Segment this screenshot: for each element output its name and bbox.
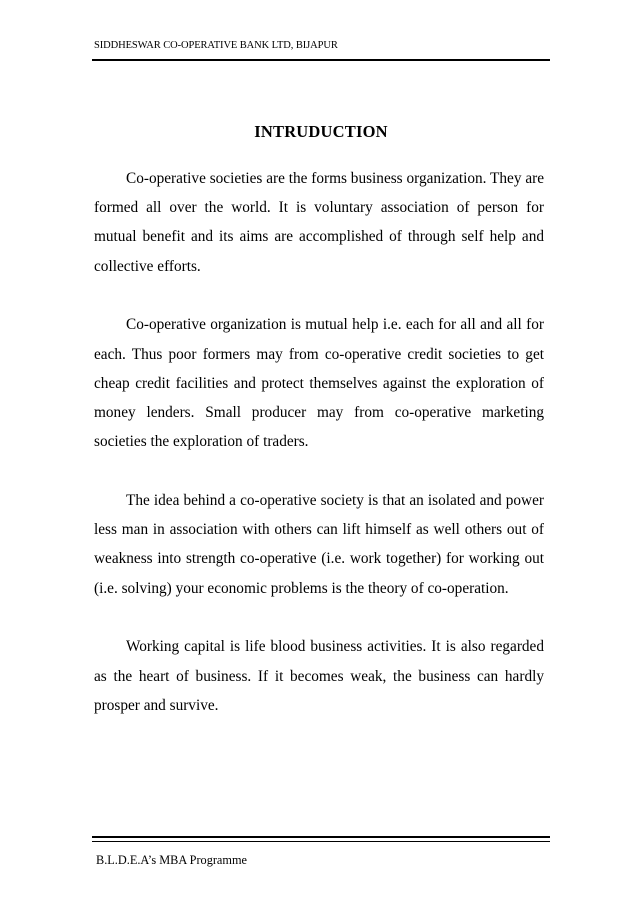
page-title: INTRUDUCTION [254, 122, 388, 141]
page-footer: B.L.D.E.A’s MBA Programme [96, 853, 247, 867]
footer-divider-thick [92, 836, 550, 838]
header-divider [92, 59, 550, 61]
paragraph: Co-operative organization is mutual help i.e. each for all and all for each. Thus poor formers may from co-operative credit societies to get cheap credit facilities and protect themselves against the exploration of money lenders. Small producer may from co-operative marketing societies the exploration of traders. [94, 316, 544, 451]
footer-divider-thin [92, 841, 550, 842]
paragraph: Working capital is life blood business activities. It is also regarded as the heart of business. If it becomes weak, the business can hardly prosper and survive. [94, 638, 544, 714]
body-text [94, 164, 544, 750]
page-header: SIDDHESWAR CO-OPERATIVE BANK LTD, BIJAPUR [94, 40, 338, 51]
paragraph: Co-operative societies are the forms business organization. They are formed all over the world. It is voluntary association of person for mutual benefit and its aims are accomplished of through self help and collective efforts. [94, 170, 544, 275]
paragraph: The idea behind a co-operative society is that an isolated and power less man in association with others can lift himself as well others out of weakness into strength co-operative (i.e. work together) for working out (i.e. solving) your economic problems is the theory of co-operation. [94, 492, 544, 597]
